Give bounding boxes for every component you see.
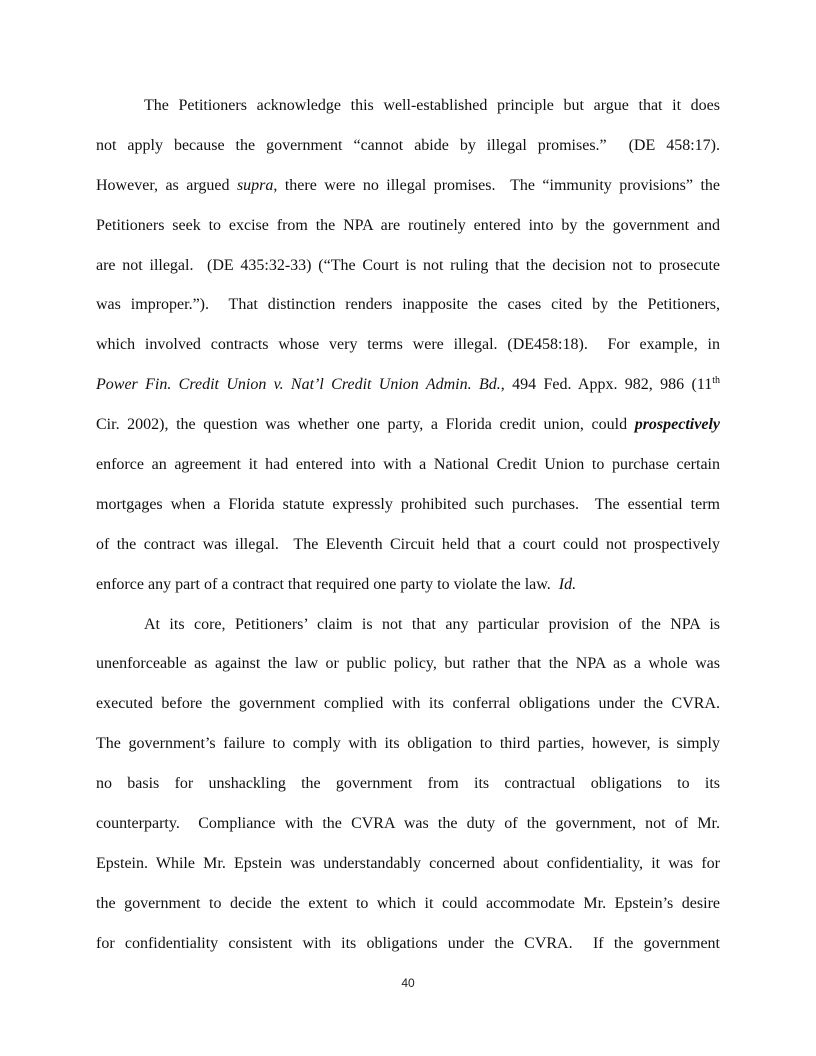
paragraph-1-line-11: mortgages when a Florida statute expressly prohibited such purchases. The essential term bbox=[96, 495, 720, 513]
paragraph-1-line-1: The Petitioners acknowledge this well-established principle but argue that it does bbox=[144, 97, 720, 114]
paragraph-2-line-1: At its core, Petitioners’ claim is not that any particular provision of the NPA is bbox=[144, 615, 720, 633]
ordinal-superscript: th bbox=[712, 375, 720, 387]
page-number: 40 bbox=[401, 976, 415, 990]
paragraph-2-line-9: for confidentiality consistent with its obligations under the CVRA. If the government bbox=[96, 934, 720, 952]
paragraph-1-line-3: However, as argued supra, there were no illegal promises. The “immunity provisions” the bbox=[96, 176, 720, 194]
paragraph-2-line-3: executed before the government complied with its conferral obligations under the CVRA. bbox=[96, 695, 720, 713]
paragraph-2-line-4: The government’s failure to comply with its obligation to third parties, however, is simply bbox=[96, 735, 720, 753]
paragraph-1-line-7: which involved contracts whose very terms were illegal. (DE458:18). For example, in bbox=[96, 336, 720, 354]
body-text bbox=[96, 86, 720, 964]
paragraph-1-line-8: Power Fin. Credit Union v. Nat’l Credit Union Admin. Bd., 494 Fed. Appx. 982, 986 (11th bbox=[96, 375, 720, 394]
paragraph-2-line-5: no basis for unshackling the government from its contractual obligations to its bbox=[96, 775, 720, 793]
paragraph-2-line-2: unenforceable as against the law or public policy, but rather that the NPA as a whole was bbox=[96, 655, 720, 673]
italic-id: Id. bbox=[558, 575, 577, 593]
paragraph-1-line-10: enforce an agreement it had entered into with a National Credit Union to purchase certain bbox=[96, 456, 720, 474]
paragraph-1-line-4: Petitioners seek to excise from the NPA are routinely entered into by the government and bbox=[96, 216, 720, 234]
paragraph-1-line-5: are not illegal. (DE 435:32-33) (“The Court is not ruling that the decision not to prosecute bbox=[96, 256, 720, 274]
bold-italic-prospectively: prospectively bbox=[634, 416, 720, 434]
paragraph-1-line-2: not apply because the government “cannot abide by illegal promises.” (DE 458:17). bbox=[96, 136, 720, 154]
paragraph-1-line-9: Cir. 2002), the question was whether one party, a Florida credit union, could prospectively bbox=[96, 416, 720, 434]
paragraph-2-line-8: the government to decide the extent to which it could accommodate Mr. Epstein’s desire bbox=[96, 894, 720, 912]
italic-supra: supra bbox=[236, 176, 274, 194]
paragraph-2-line-7: Epstein. While Mr. Epstein was understandably concerned about confidentiality, it was for bbox=[96, 854, 720, 872]
paragraph-2-line-6: counterparty. Compliance with the CVRA was the duty of the government, not of Mr. bbox=[96, 815, 720, 833]
paragraph-1-line-13: enforce any part of a contract that required one party to violate the law. Id. bbox=[96, 575, 577, 593]
case-citation: Power Fin. Credit Union v. Nat’l Credit Union Admin. Bd. bbox=[96, 376, 501, 394]
paragraph-1-line-12: of the contract was illegal. The Eleventh Circuit held that a court could not prospectively bbox=[96, 535, 720, 553]
paragraph-1-line-6: was improper.”). That distinction renders inapposite the cases cited by the Petitioners, bbox=[96, 296, 720, 314]
